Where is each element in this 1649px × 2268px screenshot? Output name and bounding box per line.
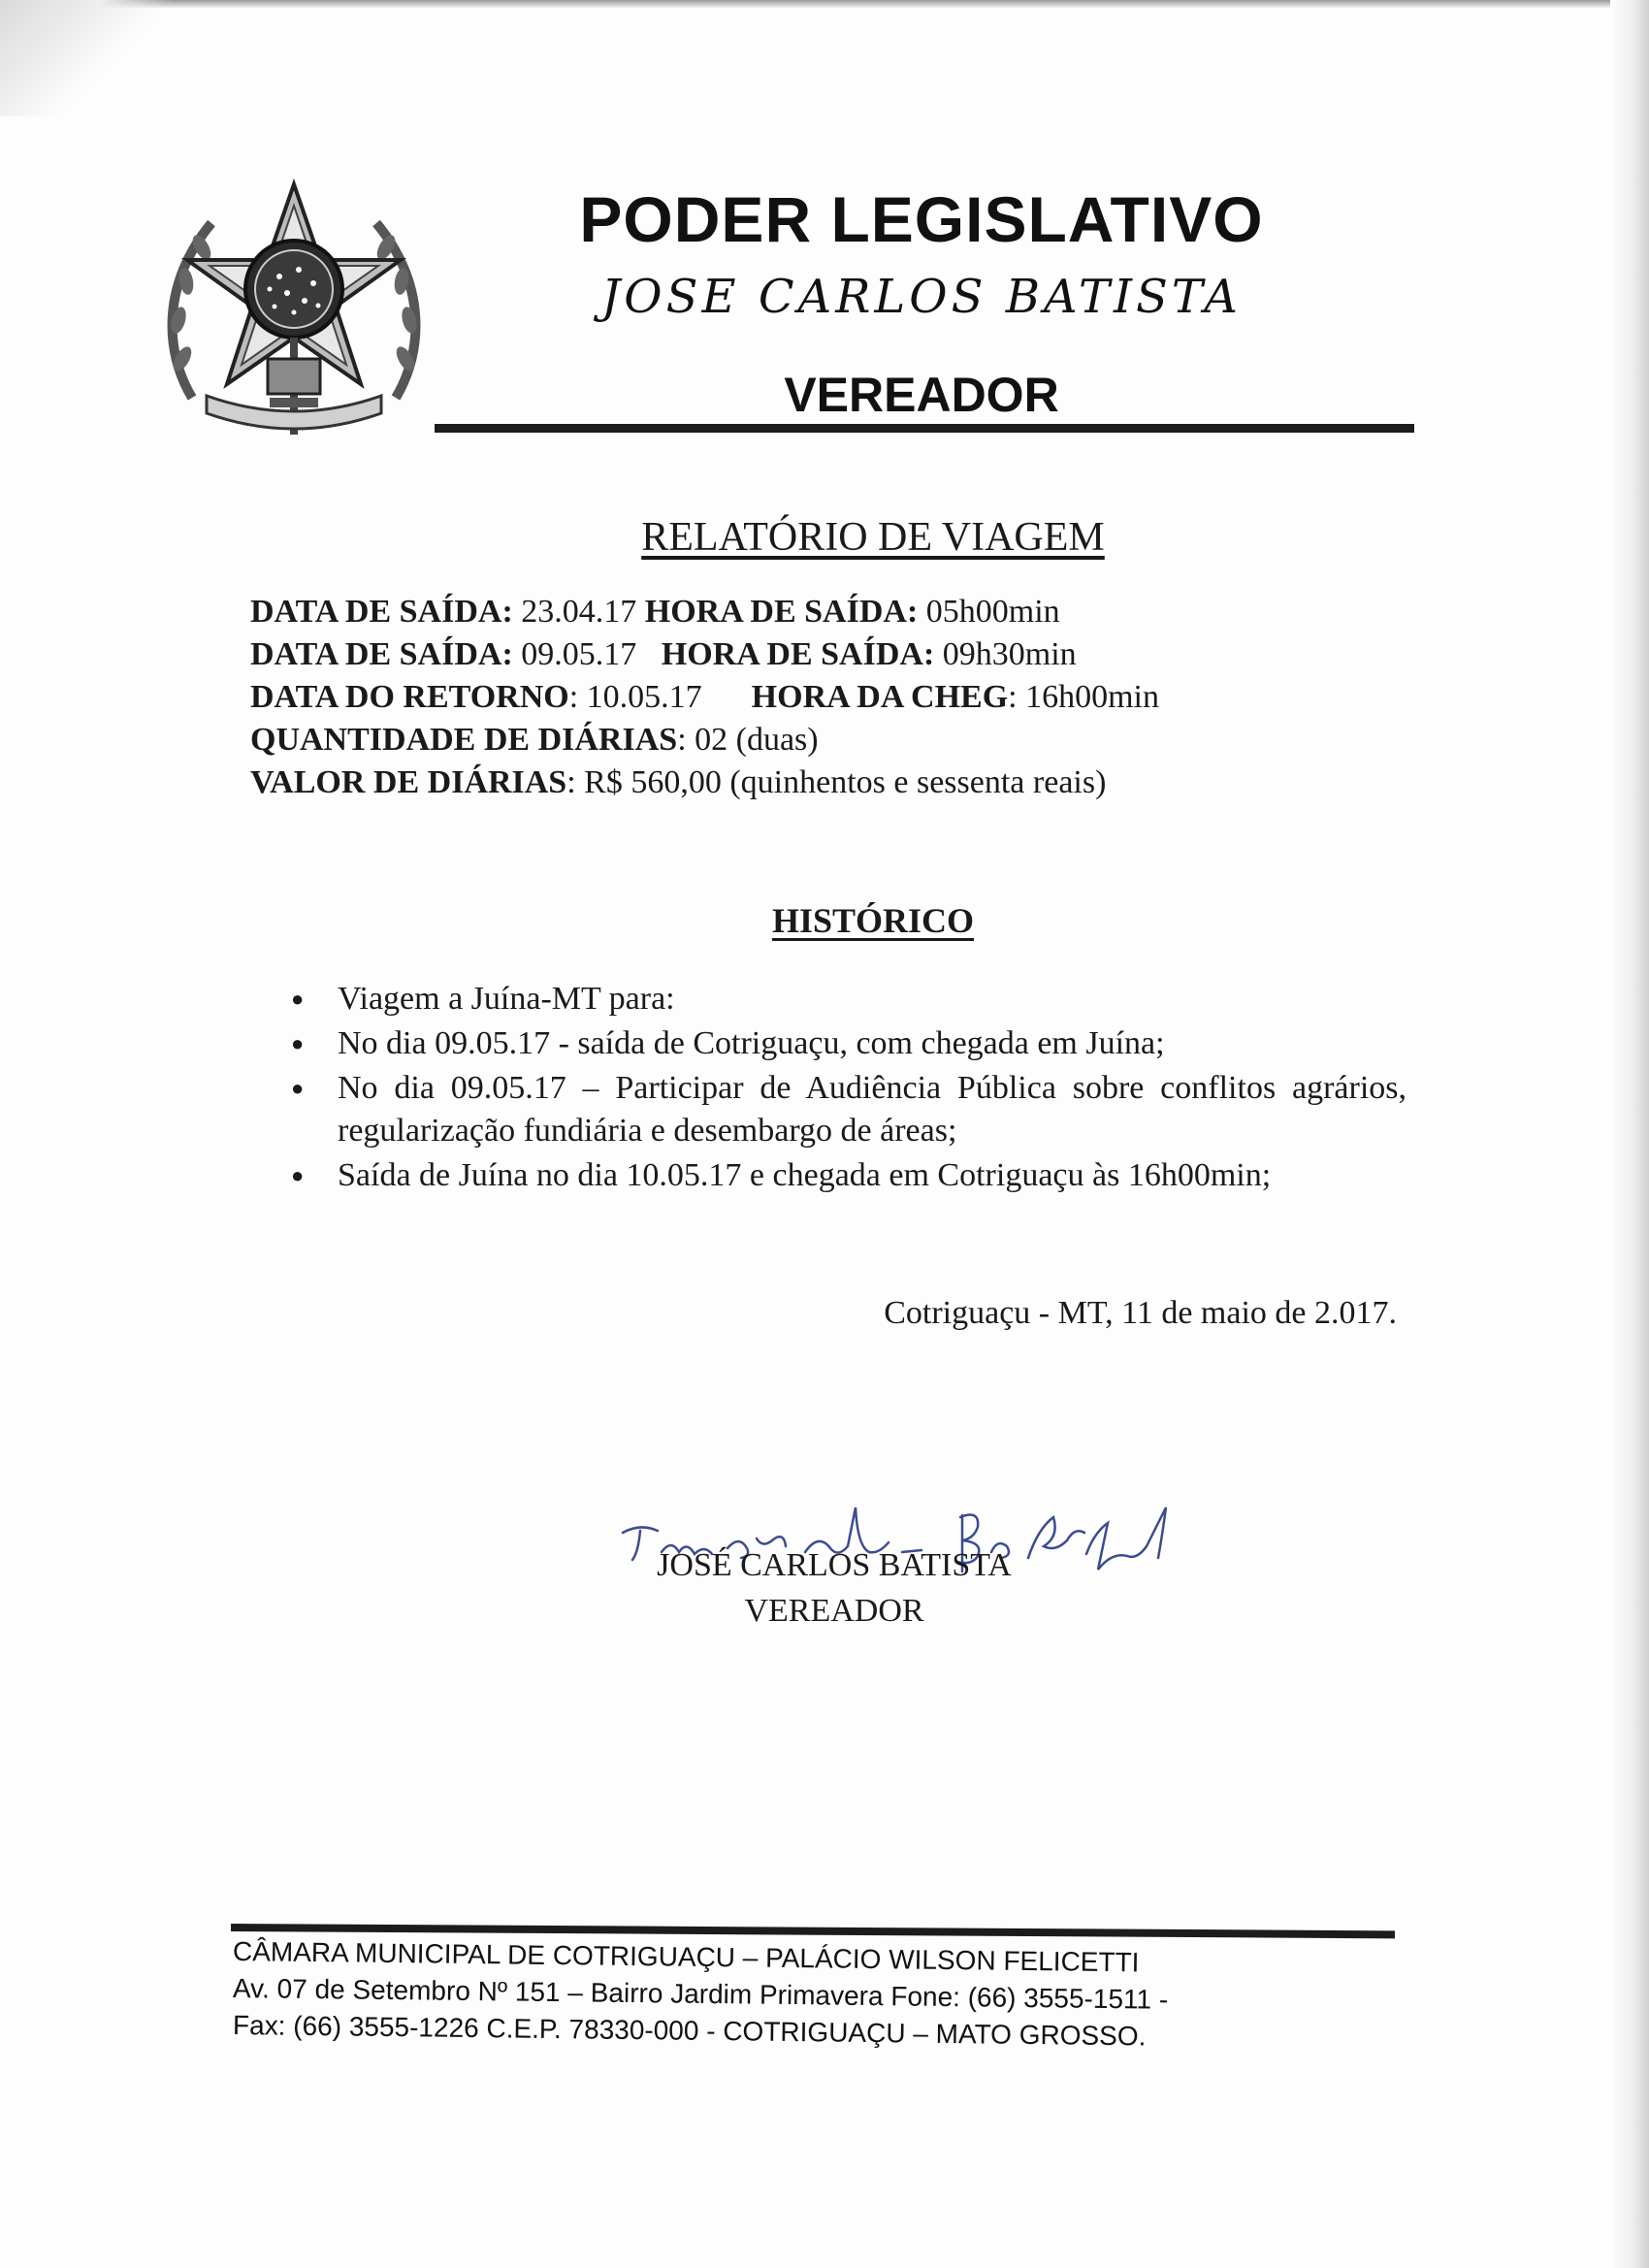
info-value: 09h30min [934, 636, 1077, 672]
footer-divider [231, 1924, 1395, 1938]
info-row [250, 594, 1060, 631]
header-title: PODER LEGISLATIVO [579, 183, 1264, 255]
info-label: HORA DE SAÍDA: [661, 636, 935, 672]
info-row [250, 764, 1106, 801]
info-label: QUANTIDADE DE DIÁRIAS [250, 722, 678, 758]
info-row [250, 722, 819, 759]
scan-fold [0, 0, 175, 116]
signatory-role: VEREADOR [744, 1593, 924, 1629]
info-label: HORA DA CHEG [751, 679, 1009, 715]
info-value: : R$ 560,00 (quinhentos e sessenta reais) [566, 764, 1107, 800]
info-value: 05h00min [918, 594, 1060, 630]
footer-line-3: Fax: (66) 3555-1226 C.E.P. 78330-000 - COTRIGUAÇU – MATO GROSSO. [232, 2010, 1147, 2052]
info-value: 09.05.17 [512, 636, 645, 672]
header-divider [435, 424, 1414, 433]
info-label: DATA DO RETORNO [250, 679, 569, 715]
footer-line-1: CÂMARA MUNICIPAL DE COTRIGUAÇU – PALÁCIO WILSON FELICETTI [232, 1936, 1140, 1978]
info-label: DATA DE SAÍDA: [250, 636, 513, 672]
history-list [291, 978, 1406, 1199]
signatory-name: JOSÉ CARLOS BATISTA [657, 1547, 1012, 1583]
info-value: : 02 (duas) [677, 722, 819, 758]
info-value: : 10.05.17 [568, 679, 711, 715]
footer-line-2: Av. 07 de Setembro Nº 151 – Bairro Jardim Primavera Fone: (66) 3555-1511 - [232, 1973, 1169, 2015]
scan-edge [1610, 0, 1649, 2268]
info-label: HORA DE SAÍDA: [644, 594, 919, 630]
list-item: ● No dia 09.05.17 – Participar de Audiência Pública sobre conflitos agrários, regularização fundiária e desembargo de áreas; [291, 1067, 1406, 1152]
place-date: Cotriguaçu - MT, 11 de maio de 2.017. [884, 1295, 1397, 1331]
list-item: ● Saída de Juína no dia 10.05.17 e chegada em Cotriguaçu às 16h00min; [291, 1154, 1406, 1197]
coat-of-arms-icon [153, 165, 435, 446]
info-value: : 16h00min [1008, 679, 1159, 715]
list-item: ● Viagem a Juína-MT para: [291, 978, 1406, 1021]
info-label: VALOR DE DIÁRIAS [250, 764, 567, 800]
report-title: RELATÓRIO DE VIAGEM [641, 515, 1105, 560]
info-row [250, 679, 1159, 716]
header-role: VEREADOR [784, 368, 1059, 422]
header-name: JOSE CARLOS BATISTA [601, 270, 1242, 324]
info-label: DATA DE SAÍDA: [250, 594, 513, 630]
list-item: ● No dia 09.05.17 - saída de Cotriguaçu, com chegada em Juína; [291, 1022, 1406, 1065]
scan-edge [0, 0, 1649, 8]
history-title: HISTÓRICO [771, 901, 975, 940]
info-row [250, 636, 1077, 673]
info-value: 23.04.17 [512, 594, 645, 630]
